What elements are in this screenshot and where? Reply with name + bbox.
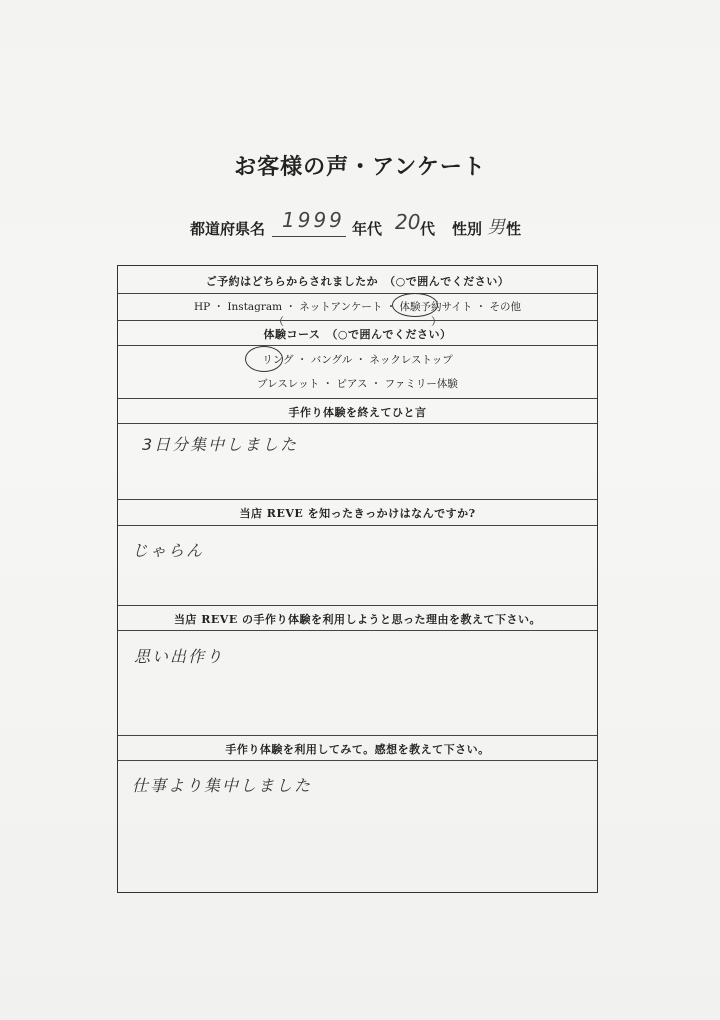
answer-reason: 思い出作り [134,647,225,666]
answer-how-found: じゃらん [132,541,205,560]
year-label: 年代 [352,220,383,238]
reservation-options: HP ・ Instagram ・ ネットアンケート ・ 体験予約サイト ・ その他（ ） [194,301,521,328]
course-options-line2: ブレスレット ・ ピアス ・ ファミリー体験 [257,378,458,390]
survey-form [117,265,598,893]
question-reservation-source: ご予約はどちらからされましたか （○で囲んでください） [205,275,510,288]
page-title: お客様の声・アンケート [234,154,486,180]
respondent-info-row [0,208,720,244]
answer-feedback: 仕事より集中しました [132,776,313,795]
question-course: 体験コース （○で囲んでください） [263,328,452,341]
gender-label: 性別 [452,220,483,238]
divider [118,735,597,736]
divider [118,423,597,424]
divider [118,525,597,526]
course-options-line1: リング ・ バングル ・ ネックレストップ [262,354,453,366]
divider [118,293,597,294]
answer-impression: 3日分集中しました [142,435,299,454]
divider [118,398,597,399]
age-value: 20 [395,210,421,234]
divider [118,760,597,761]
divider [118,320,597,321]
divider [118,345,597,346]
gender-suffix: 性 [506,220,522,238]
divider [118,499,597,500]
divider [118,605,597,606]
selected-reservation-circle [392,293,438,317]
year-value: 1999 [282,208,345,232]
question-reason: 当店 REVE の手作り体験を利用しようと思った理由を教えて下さい。 [173,613,542,626]
question-impression: 手作り体験を終えてひと言 [288,406,427,419]
question-how-found: 当店 REVE を知ったきっかけはなんですか? [239,507,476,520]
prefecture-label: 都道府県名 [190,220,266,238]
age-label: 代 [420,220,436,238]
gender-value: 男 [487,217,505,238]
question-feedback: 手作り体験を利用してみて。感想を教えて下さい。 [225,743,490,756]
divider [118,630,597,631]
selected-course-circle [245,346,283,372]
